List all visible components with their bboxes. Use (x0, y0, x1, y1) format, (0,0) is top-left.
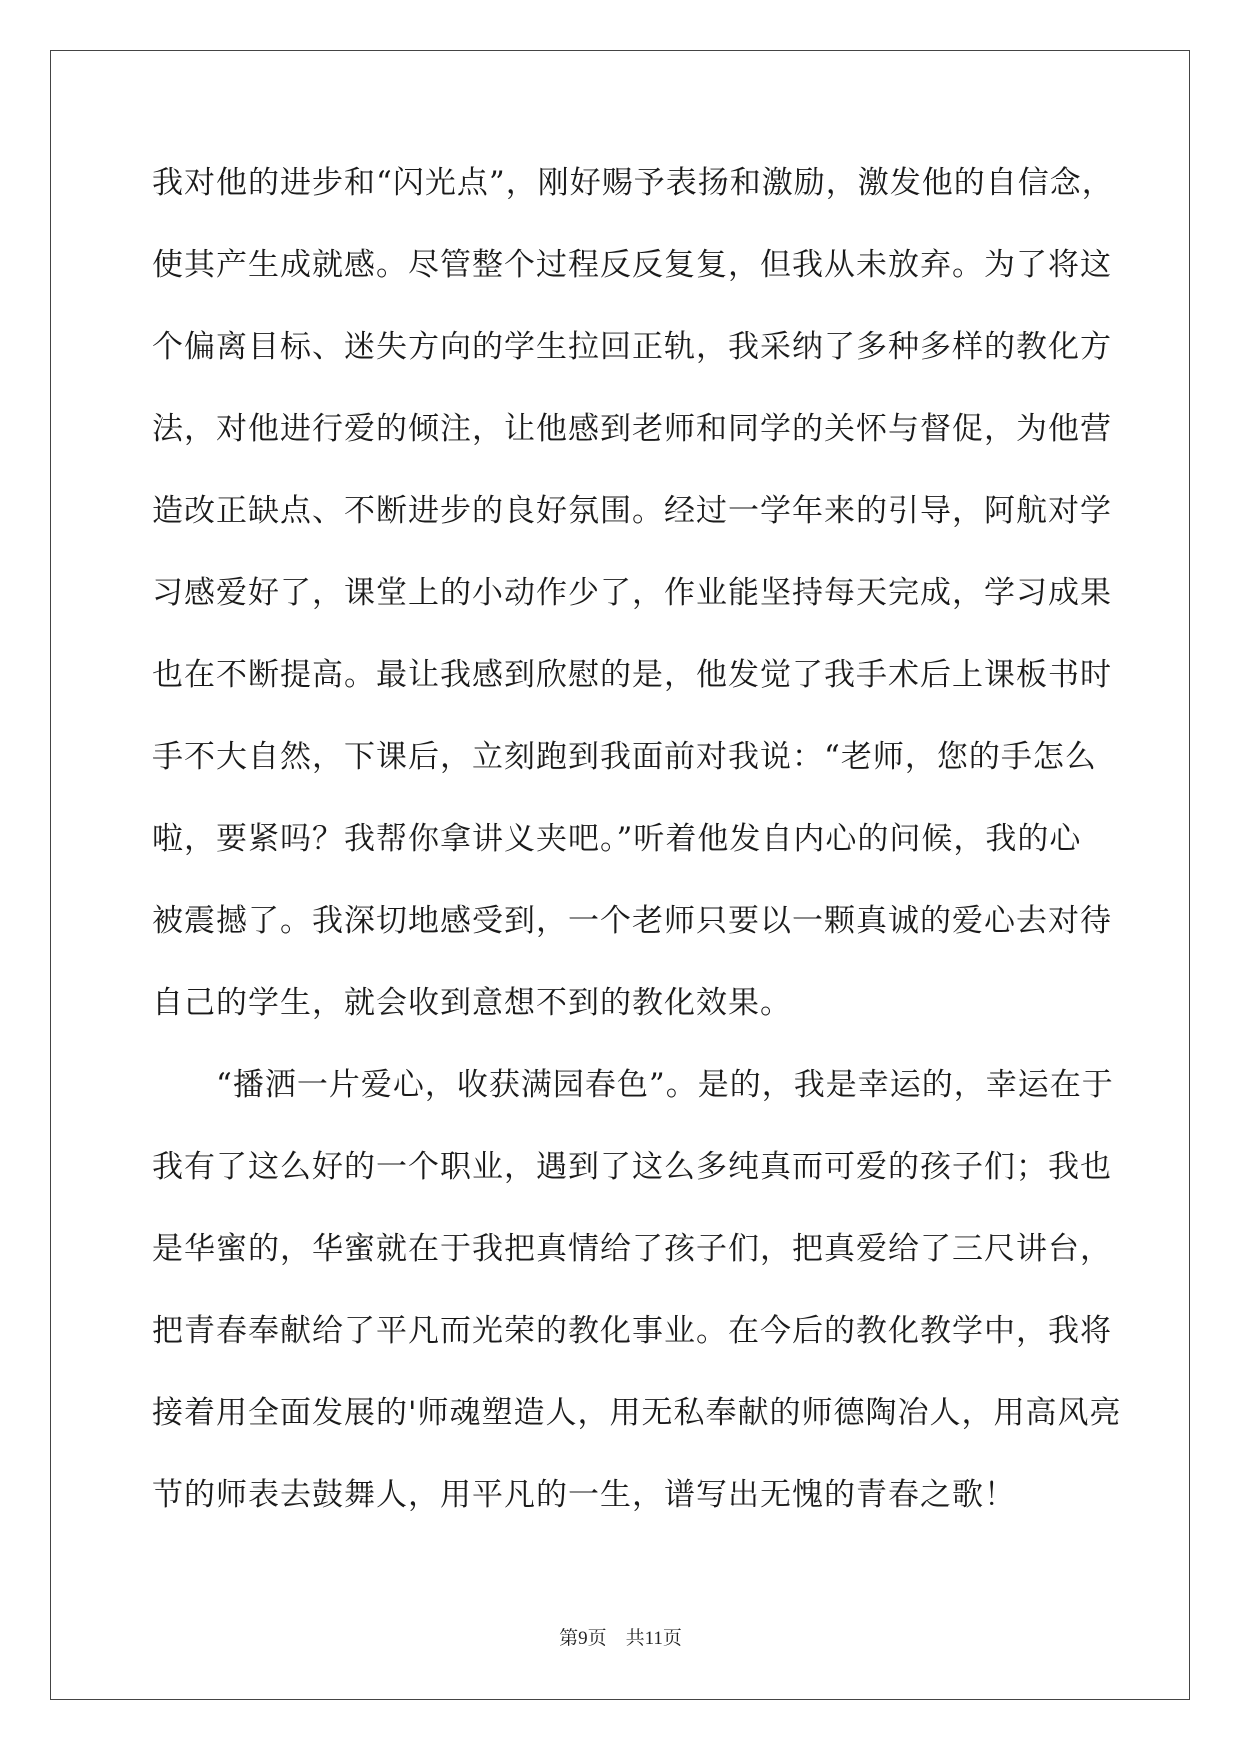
text-line: 被震撼了。我深切地感受到，一个老师只要以一颗真诚的爱心去对待 (152, 903, 1112, 939)
text-line: 节的师表去鼓舞人，用平凡的一生，谱写出无愧的青春之歌！ (152, 1477, 1016, 1513)
text-line: 个偏离目标、迷失方向的学生拉回正轨，我采纳了多种多样的教化方 (152, 329, 1112, 365)
text-line: 接着用全面发展的'师魂塑造人，用无私奉献的师德陶冶人，用高风亮 (152, 1395, 1122, 1431)
text-line: 也在不断提高。最让我感到欣慰的是，他发觉了我手术后上课板书时 (152, 657, 1112, 693)
text-line: 习感爱好了，课堂上的小动作少了，作业能坚持每天完成，学习成果 (152, 575, 1112, 611)
document-body (152, 142, 1122, 1536)
text-line: 啦，要紧吗？我帮你拿讲义夹吧。”听着他发自内心的问候，我的心 (152, 821, 1082, 857)
text-line: 造改正缺点、不断进步的良好氛围。经过一学年来的引导，阿航对学 (152, 493, 1112, 529)
text-line: 自己的学生，就会收到意想不到的教化效果。 (152, 985, 792, 1021)
text-line: 我有了这么好的一个职业，遇到了这么多纯真而可爱的孩子们；我也 (152, 1149, 1112, 1185)
page-number-footer: 第9页 共11页 (559, 1628, 682, 1649)
text-line: 是华蜜的，华蜜就在于我把真情给了孩子们，把真爱给了三尺讲台， (152, 1231, 1112, 1267)
text-line: 我对他的进步和“闪光点”，刚好赐予表扬和激励，激发他的自信念， (152, 165, 1114, 201)
text-line: 手不大自然，下课后，立刻跑到我面前对我说：“老师，您的手怎么 (152, 739, 1097, 775)
text-line: “播洒一片爱心，收获满园春色”。是的，我是幸运的，幸运在于 (152, 1067, 1114, 1103)
text-line: 使其产生成就感。尽管整个过程反反复复，但我从未放弃。为了将这 (152, 247, 1112, 283)
text-line: 把青春奉献给了平凡而光荣的教化事业。在今后的教化教学中，我将 (152, 1313, 1112, 1349)
text-line: 法，对他进行爱的倾注，让他感到老师和同学的关怀与督促，为他营 (152, 411, 1112, 447)
